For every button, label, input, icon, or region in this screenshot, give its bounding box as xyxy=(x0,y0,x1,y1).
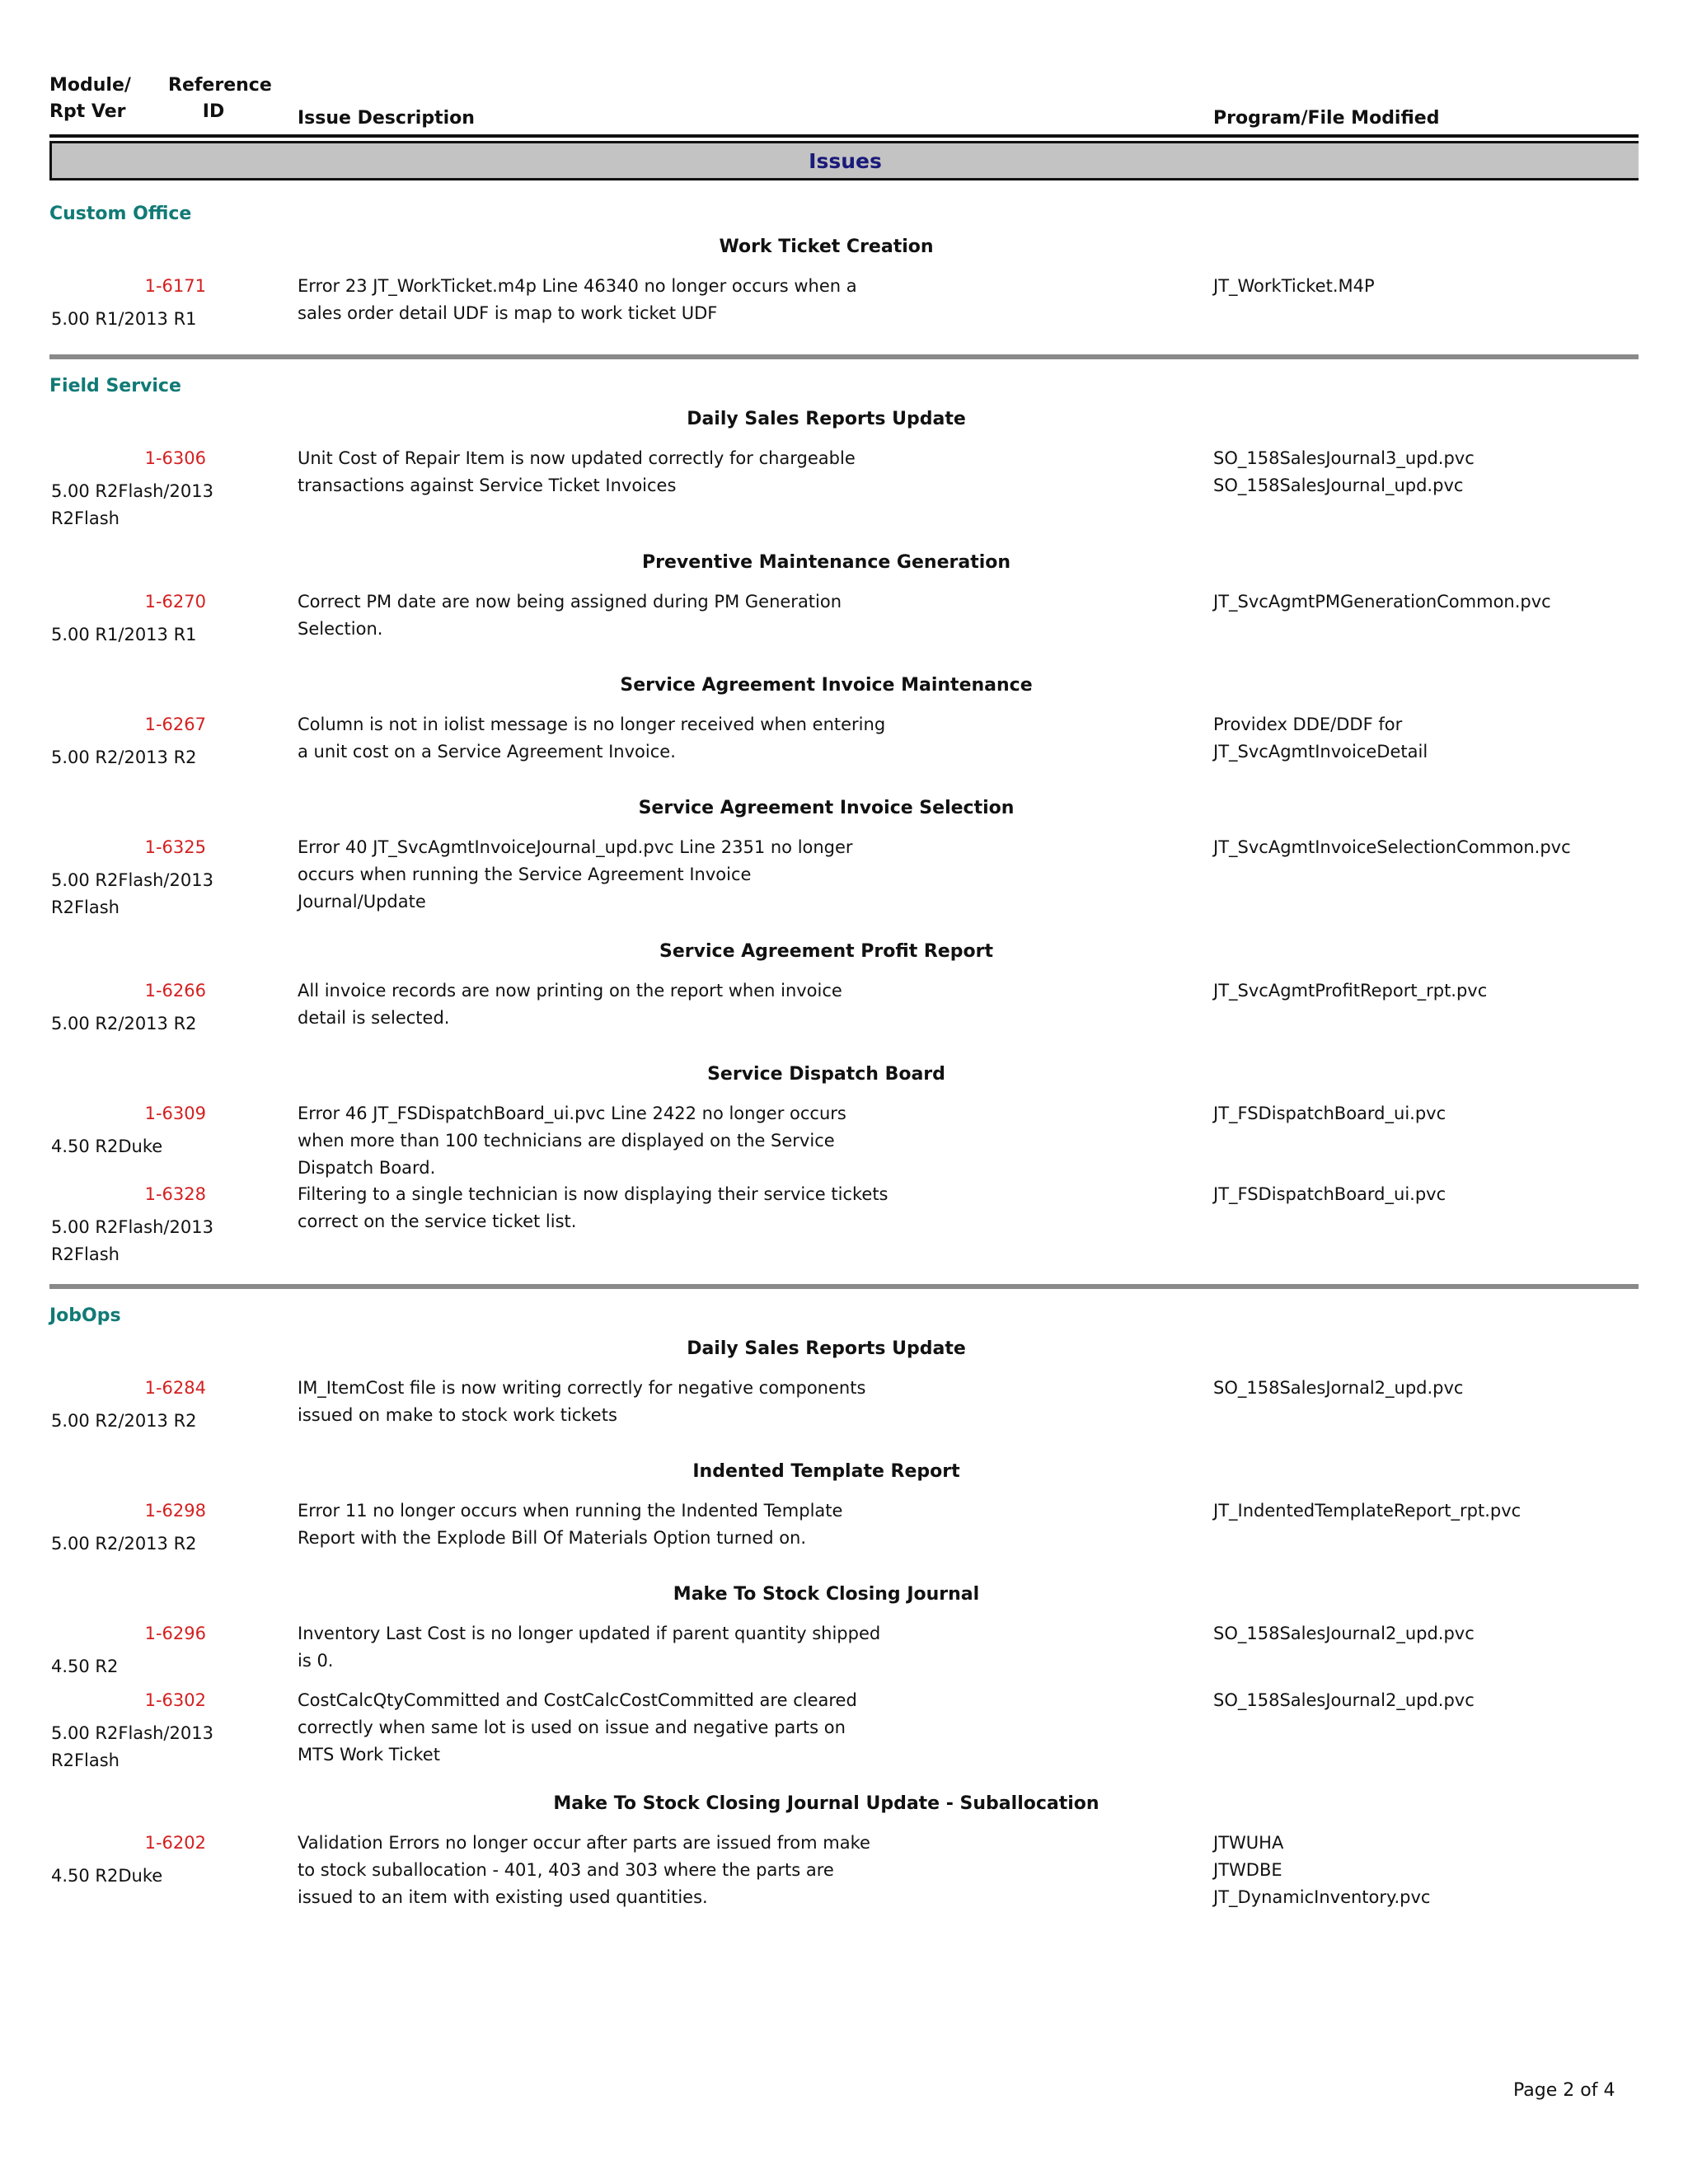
issue-description: Error 40 JT_SvcAgmtInvoiceJournal_upd.pvc Line 2351 no longer occurs when running the Service Agreement Invoice Journal/Update xyxy=(298,837,853,912)
header-module-line1: Module/ xyxy=(49,75,131,96)
header-reference-line1: Reference xyxy=(168,75,272,96)
report-version: 5.00 R2/2013 R2 xyxy=(51,1014,197,1033)
issue-description: Inventory Last Cost is no longer updated if parent quantity shipped is 0. xyxy=(298,1624,881,1671)
reference-id: 1-6284 xyxy=(144,1378,206,1398)
report-version: 5.00 R2/2013 R2 xyxy=(51,1534,197,1554)
reference-id: 1-6266 xyxy=(144,981,206,1001)
page-number: Page 2 of 4 xyxy=(1513,2080,1615,2101)
issue-description: CostCalcQtyCommitted and CostCalcCostCommitted are cleared correctly when same lot is used on issue and negative parts on MTS Work Ticket xyxy=(298,1690,857,1765)
program-file: JT_WorkTicket.M4P xyxy=(1213,276,1375,296)
reference-id: 1-6296 xyxy=(144,1624,206,1643)
program-file: SO_158SalesJournal3_upd.pvc SO_158SalesJournal_upd.pvc xyxy=(1213,448,1475,495)
reference-id: 1-6202 xyxy=(144,1833,206,1853)
header-module-line2: Rpt Ver xyxy=(49,101,126,122)
program-file: JT_SvcAgmtInvoiceSelectionCommon.pvc xyxy=(1213,837,1571,857)
issue-description: Filtering to a single technician is now displaying their service tickets correct on the service ticket list. xyxy=(298,1184,889,1231)
reference-id: 1-6298 xyxy=(144,1501,206,1521)
header-reference-id xyxy=(168,73,272,125)
group-heading: Service Dispatch Board xyxy=(707,1064,945,1085)
program-file: SO_158SalesJornal2_upd.pvc xyxy=(1213,1378,1464,1398)
program-file: JT_SvcAgmtProfitReport_rpt.pvc xyxy=(1213,981,1488,1001)
reference-id: 1-6328 xyxy=(144,1184,206,1204)
group-heading: Daily Sales Reports Update xyxy=(687,1338,966,1359)
header-reference-line2: ID xyxy=(202,101,225,122)
reference-id: 1-6302 xyxy=(144,1690,206,1710)
issue-description: Error 46 JT_FSDispatchBoard_ui.pvc Line 2422 no longer occurs when more than 100 technicians are displayed on the Service Dispatch Board. xyxy=(298,1104,846,1178)
report-version: 5.00 R1/2013 R1 xyxy=(51,625,197,644)
reference-id: 1-6267 xyxy=(144,715,206,734)
reference-id: 1-6309 xyxy=(144,1104,206,1123)
header-rule xyxy=(49,134,1639,138)
issue-description: Correct PM date are now being assigned during PM Generation Selection. xyxy=(298,592,842,639)
report-version: 5.00 R2/2013 R2 xyxy=(51,748,197,767)
report-version: 4.50 R2 xyxy=(51,1657,119,1676)
group-heading: Work Ticket Creation xyxy=(719,237,934,257)
issue-description: All invoice records are now printing on the report when invoice detail is selected. xyxy=(298,981,842,1028)
issue-description: Error 11 no longer occurs when running the Indented Template Report with the Explode Bill Of Materials Option turned on. xyxy=(298,1501,843,1548)
header-program-file: Program/File Modified xyxy=(1213,108,1440,129)
program-file: JT_SvcAgmtPMGenerationCommon.pvc xyxy=(1213,592,1551,612)
report-version: 5.00 R1/2013 R1 xyxy=(51,309,197,329)
issue-description: Error 23 JT_WorkTicket.m4p Line 46340 no longer occurs when a sales order detail UDF is map to work ticket UDF xyxy=(298,276,857,323)
program-file: SO_158SalesJournal2_upd.pvc xyxy=(1213,1690,1475,1710)
program-file: Providex DDE/DDF for JT_SvcAgmtInvoiceDetail xyxy=(1213,715,1428,762)
reference-id: 1-6270 xyxy=(144,592,206,612)
issue-description: IM_ItemCost file is now writing correctly for negative components issued on make to stock work tickets xyxy=(298,1378,866,1425)
issues-section-bar xyxy=(49,141,1639,180)
group-heading: Preventive Maintenance Generation xyxy=(641,552,1011,573)
reference-id: 1-6171 xyxy=(144,276,206,296)
issue-description: Unit Cost of Repair Item is now updated correctly for chargeable transactions against Service Ticket Invoices xyxy=(298,448,856,495)
issues-section-title: Issues xyxy=(809,148,882,173)
report-version: 5.00 R2Flash/2013 R2Flash xyxy=(51,1723,213,1770)
issue-description: Column is not in iolist message is no longer received when entering a unit cost on a Service Agreement Invoice. xyxy=(298,715,886,762)
program-file: JT_FSDispatchBoard_ui.pvc xyxy=(1213,1184,1447,1204)
reference-id: 1-6325 xyxy=(144,837,206,857)
module-heading-jobops: JobOps xyxy=(49,1305,121,1326)
program-file: JT_IndentedTemplateReport_rpt.pvc xyxy=(1213,1501,1522,1521)
module-separator xyxy=(49,354,1639,359)
group-heading: Service Agreement Profit Report xyxy=(659,941,993,962)
group-heading: Daily Sales Reports Update xyxy=(687,409,966,429)
module-heading-custom-office: Custom Office xyxy=(49,204,192,224)
report-version: 5.00 R2Flash/2013 R2Flash xyxy=(51,1217,213,1264)
group-heading: Make To Stock Closing Journal Update - Suballocation xyxy=(553,1793,1100,1814)
reference-id: 1-6306 xyxy=(144,448,206,468)
header-issue-description: Issue Description xyxy=(298,108,475,129)
group-heading: Make To Stock Closing Journal xyxy=(673,1584,980,1605)
report-version: 4.50 R2Duke xyxy=(51,1866,163,1886)
module-heading-field-service: Field Service xyxy=(49,376,181,396)
program-file: JT_FSDispatchBoard_ui.pvc xyxy=(1213,1104,1447,1123)
group-heading: Service Agreement Invoice Selection xyxy=(638,798,1015,818)
report-version: 5.00 R2/2013 R2 xyxy=(51,1411,197,1431)
report-version: 5.00 R2Flash/2013 R2Flash xyxy=(51,481,213,528)
header-module-rptver xyxy=(49,73,131,125)
program-file: SO_158SalesJournal2_upd.pvc xyxy=(1213,1624,1475,1643)
group-heading: Service Agreement Invoice Maintenance xyxy=(620,675,1033,696)
group-heading: Indented Template Report xyxy=(692,1461,960,1482)
program-file: JTWUHA JTWDBE JT_DynamicInventory.pvc xyxy=(1213,1833,1431,1907)
report-version: 4.50 R2Duke xyxy=(51,1137,163,1156)
report-version: 5.00 R2Flash/2013 R2Flash xyxy=(51,870,213,917)
issue-description: Validation Errors no longer occur after parts are issued from make to stock suballocation - 401, 403 and 303 where the parts are issued to an item with existing used quantities. xyxy=(298,1833,870,1907)
module-separator xyxy=(49,1284,1639,1289)
